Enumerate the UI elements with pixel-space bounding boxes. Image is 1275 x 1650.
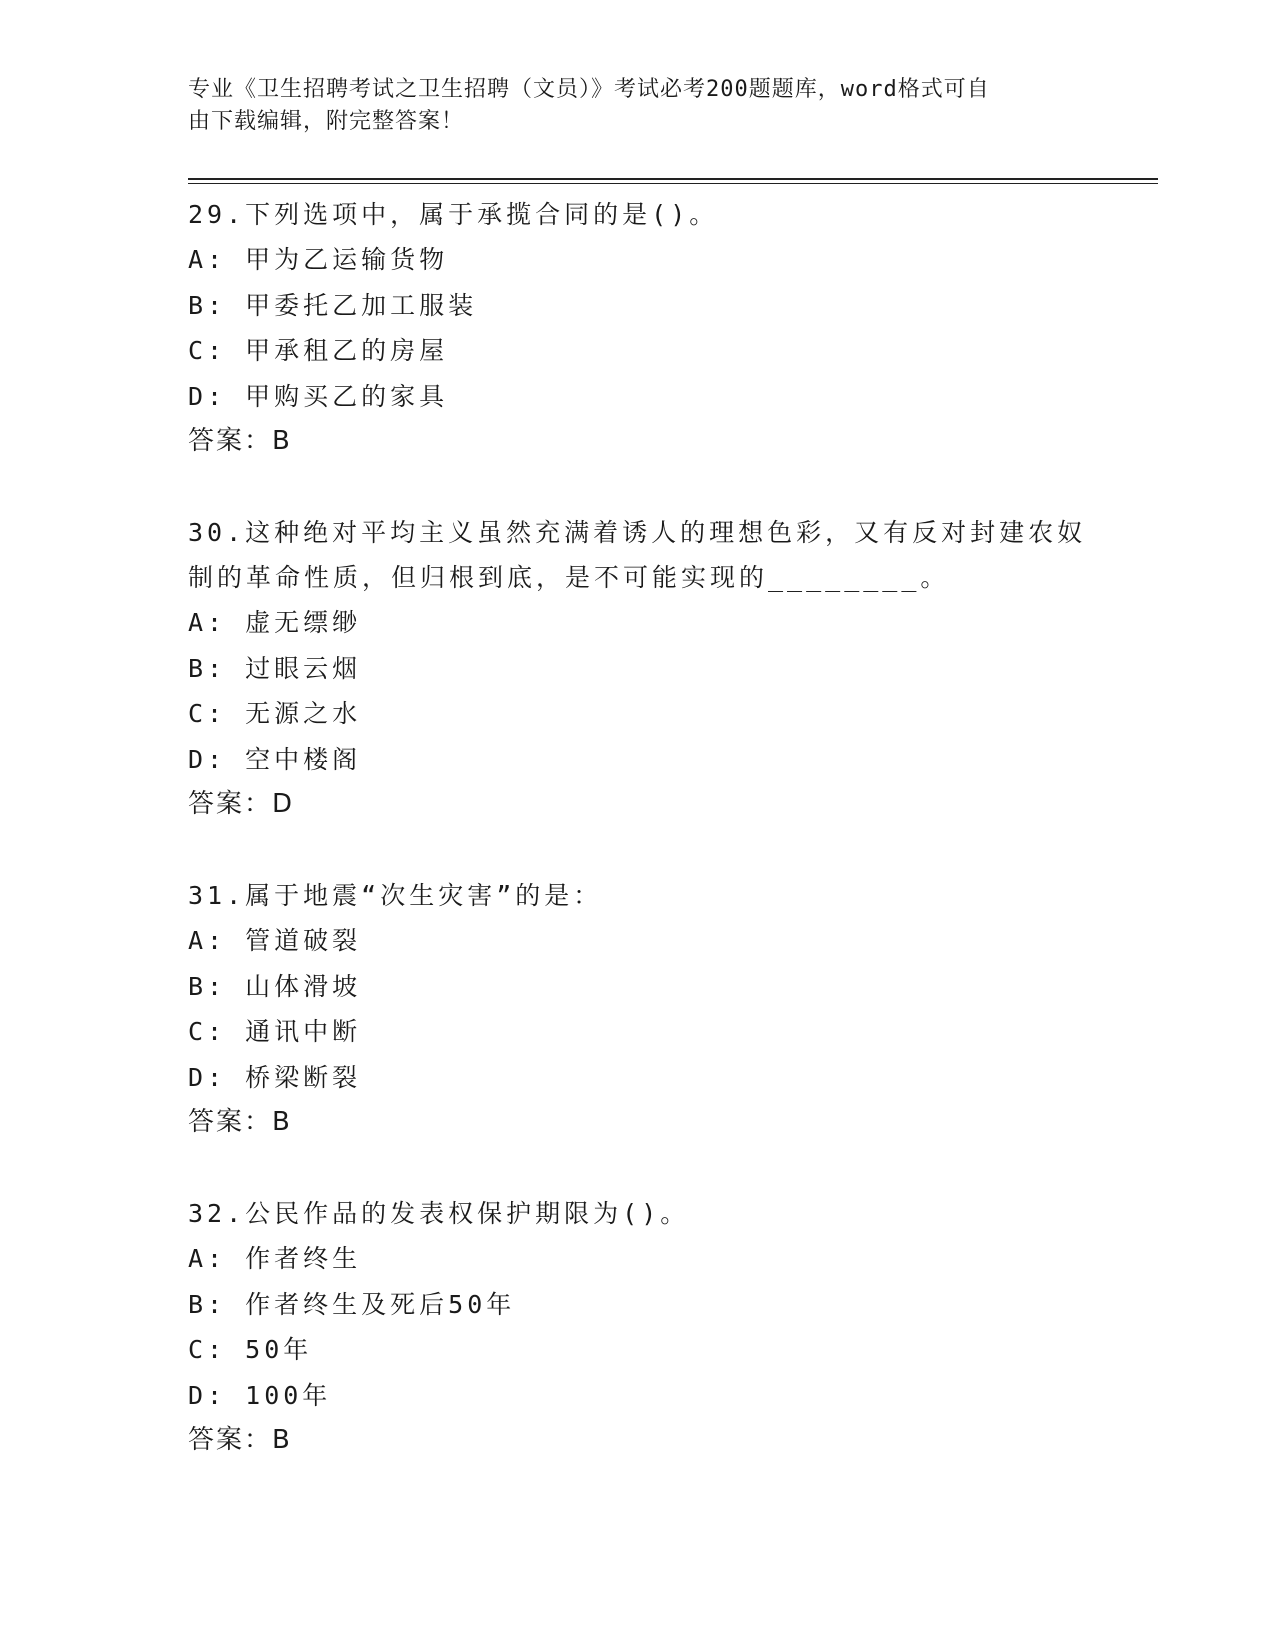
option-d: D: 甲购买乙的家具	[188, 381, 449, 411]
option-c: C: 甲承租乙的房屋	[188, 336, 449, 365]
header-line-1: 专业《卫生招聘考试之卫生招聘（文员）》考试必考200题题库，word格式可自	[188, 77, 990, 102]
answer-label: 答案：B	[188, 426, 292, 456]
option-a: A: 管道破裂	[188, 926, 362, 955]
question-29	[188, 192, 1088, 464]
option-d: D: 空中楼阁	[188, 744, 362, 774]
question-stem: 29.下列选项中，属于承揽合同的是()。	[188, 200, 719, 229]
question-stem: 32.公民作品的发表权保护期限为()。	[188, 1199, 690, 1228]
answer-label: 答案：B	[188, 1425, 292, 1455]
option-b: B: 作者终生及死后50年	[188, 1289, 516, 1319]
option-a: A: 虚无缥缈	[188, 608, 362, 637]
document-header	[188, 74, 1088, 138]
question-31	[188, 873, 1088, 1145]
option-c: C: 通讯中断	[188, 1017, 362, 1046]
question-list	[188, 192, 1088, 1509]
header-divider-thick	[188, 178, 1158, 180]
option-d: D: 桥梁断裂	[188, 1062, 362, 1092]
header-line-2: 由下载编辑，附完整答案！	[188, 109, 465, 134]
option-b: B: 山体滑坡	[188, 971, 362, 1001]
option-c: C: 50年	[188, 1335, 313, 1364]
question-stem-line-1: 30.这种绝对平均主义虽然充满着诱人的理想色彩，又有反对封建农奴	[188, 518, 1087, 547]
question-stem: 31.属于地震“次生灾害”的是：	[188, 881, 603, 910]
option-a: A: 甲为乙运输货物	[188, 245, 449, 274]
answer-label: 答案：B	[188, 1107, 292, 1137]
answer-label: 答案：D	[188, 789, 295, 819]
header-divider-thin	[188, 183, 1158, 184]
option-b: B: 甲委托乙加工服装	[188, 290, 478, 320]
question-30	[188, 510, 1088, 827]
option-b: B: 过眼云烟	[188, 653, 362, 683]
option-d: D: 100年	[188, 1380, 332, 1410]
question-32	[188, 1191, 1088, 1463]
option-a: A: 作者终生	[188, 1244, 362, 1273]
option-c: C: 无源之水	[188, 699, 362, 728]
question-stem-line-2: 制的革命性质，但归根到底，是不可能实现的________。	[188, 563, 950, 592]
